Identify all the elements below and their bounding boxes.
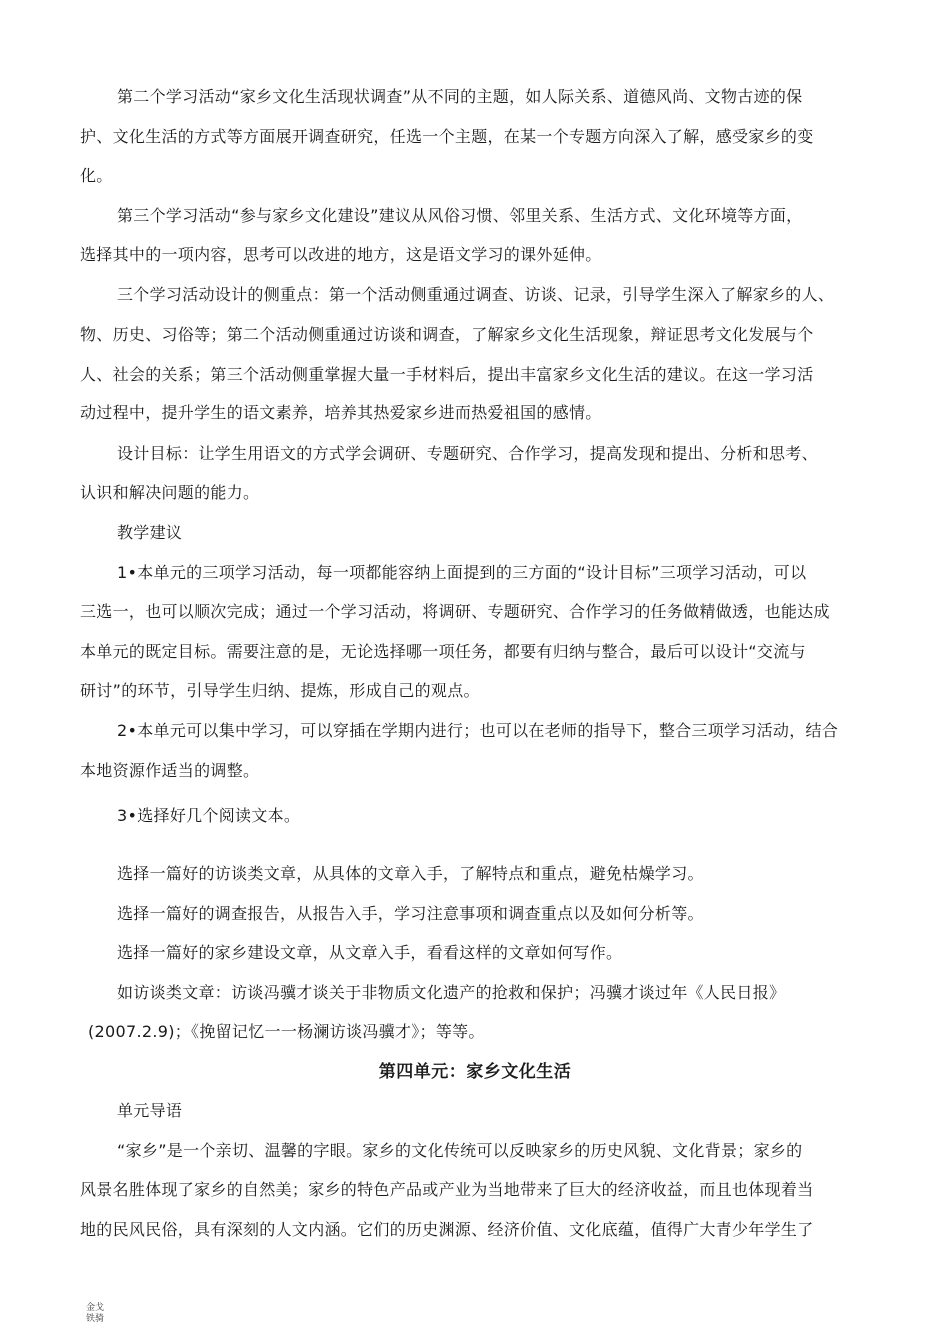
- paragraph-line: 地的民风民俗，具有深刻的人文内涵。它们的历史渊源、经济价值、文化底蕴，值得广大青少年学生了: [80, 1220, 814, 1239]
- paragraph-line: “家乡”是一个亲切、温馨的字眼。家乡的文化传统可以反映家乡的历史风貌、文化背景；家乡的: [117, 1141, 803, 1160]
- paragraph-line: 设计目标：让学生用语文的方式学会调研、专题研究、合作学习，提高发现和提出、分析和思考、: [117, 444, 818, 463]
- paragraph-line: 选择一篇好的调查报告，从报告入手，学习注意事项和调查重点以及如何分析等。: [117, 904, 704, 923]
- footer-mark: 铁骑: [86, 1314, 105, 1324]
- paragraph-line: 动过程中，提升学生的语文素养，培养其热爱家乡进而热爱祖国的感情。: [80, 403, 602, 422]
- unit-heading: 第四单元：家乡文化生活: [378, 1062, 572, 1082]
- paragraph-line: 风景名胜体现了家乡的自然美；家乡的特色产品或产业为当地带来了巨大的经济收益，而且也体现着当: [80, 1180, 814, 1199]
- paragraph-line: (2007.2.9)；《挽留记忆一一杨澜访谈冯骥才》；等等。: [88, 1022, 485, 1041]
- paragraph-line: 本单元的既定目标。需要注意的是，无论选择哪一项任务，都要有归纳与整合，最后可以设计“交流与: [80, 642, 806, 661]
- paragraph-line: 三个学习活动设计的侧重点：第一个活动侧重通过调查、访谈、记录，引导学生深入了解家乡的人、: [117, 285, 835, 304]
- paragraph-line: 三选一，也可以顺次完成；通过一个学习活动，将调研、专题研究、合作学习的任务做精做透，也能达成: [80, 602, 830, 621]
- paragraph-line: 第三个学习活动“参与家乡文化建设”建议从风俗习惯、邻里关系、生活方式、文化环境等方面，: [117, 206, 803, 225]
- paragraph-line: 物、历史、习俗等；第二个活动侧重通过访谈和调查，了解家乡文化生活现象，辩证思考文化发展与个: [80, 325, 814, 344]
- paragraph-line: 第二个学习活动“家乡文化生活现状调查”从不同的主题，如人际关系、道德风尚、文物古迹的保: [117, 87, 803, 106]
- footer-mark: 金戈: [86, 1303, 105, 1313]
- paragraph-line: 如访谈类文章：访谈冯骥才谈关于非物质文化遗产的抢救和保护；冯骥才谈过年《人民日报》: [117, 983, 786, 1002]
- paragraph-line: 护、文化生活的方式等方面展开调查研究，任选一个主题，在某一个专题方向深入了解，感受家乡的变: [80, 127, 814, 146]
- paragraph-line: 1•本单元的三项学习活动，每一项都能容纳上面提到的三方面的“设计目标”三项学习活动，可以: [117, 563, 807, 582]
- section-label: 教学建议: [117, 523, 183, 542]
- paragraph-line: 人、社会的关系；第三个活动侧重掌握大量一手材料后，提出丰富家乡文化生活的建议。在这一学习活: [80, 365, 814, 384]
- paragraph-line: 研讨”的环节，引导学生归纳、提炼，形成自己的观点。: [80, 681, 480, 700]
- paragraph-line: 化。: [80, 166, 113, 185]
- paragraph-line: 3•选择好几个阅读文本。: [117, 806, 301, 825]
- paragraph-line: 2•本单元可以集中学习，可以穿插在学期内进行；也可以在老师的指导下，整合三项学习活动，结合: [117, 721, 839, 740]
- paragraph-line: 认识和解决问题的能力。: [80, 483, 260, 502]
- section-label: 单元导语: [117, 1101, 183, 1120]
- paragraph-line: 选择一篇好的家乡建设文章，从文章入手，看看这样的文章如何写作。: [117, 943, 623, 962]
- paragraph-line: 选择其中的一项内容，思考可以改进的地方，这是语文学习的课外延伸。: [80, 245, 602, 264]
- paragraph-line: 本地资源作适当的调整。: [80, 761, 260, 780]
- paragraph-line: 选择一篇好的访谈类文章，从具体的文章入手，了解特点和重点，避免枯燥学习。: [117, 864, 704, 883]
